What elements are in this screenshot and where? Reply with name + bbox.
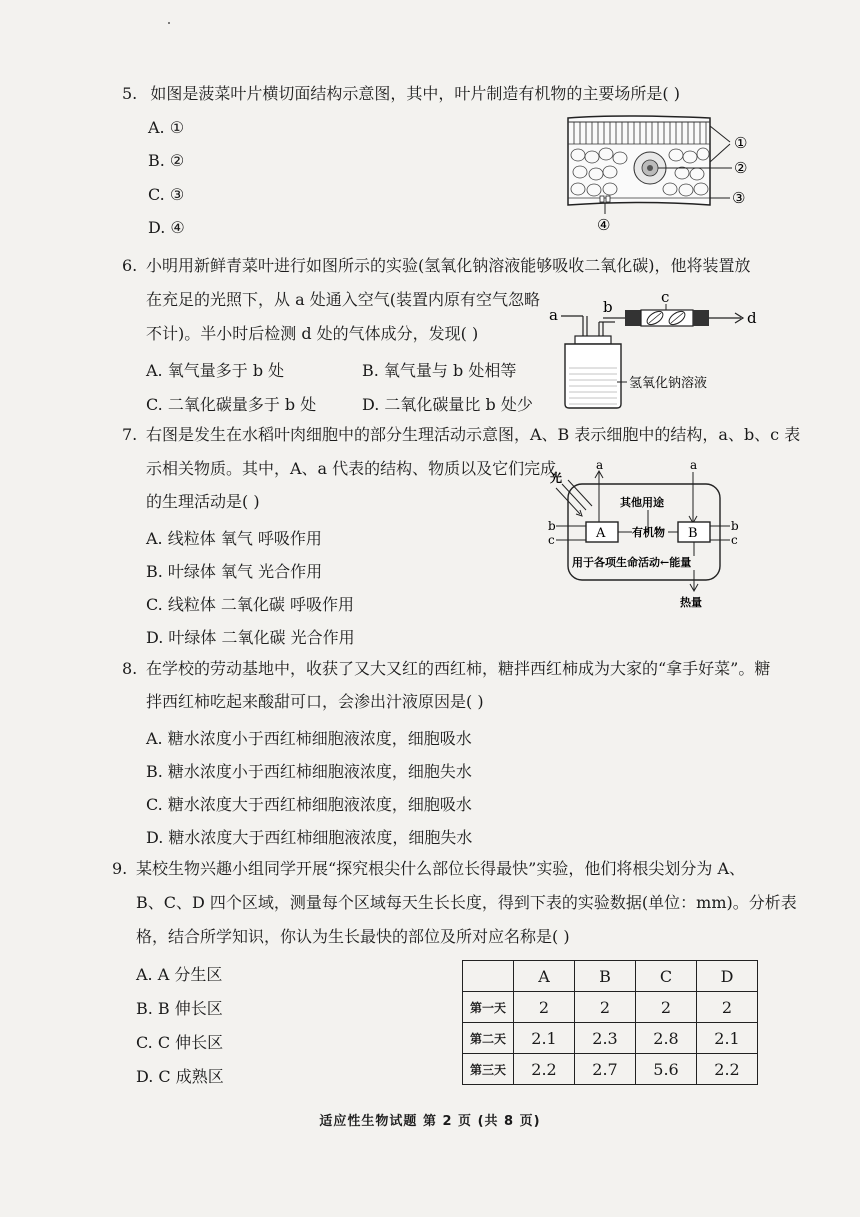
question-9-option-d[interactable]: D. C 成熟区 [136,1067,224,1086]
question-6-option-d[interactable]: D. 二氧化碳量比 b 处少 [362,395,533,414]
question-7-line-3: 的生理活动是( ) [146,492,260,511]
table-cell: 2.2 [514,1054,575,1085]
table-cell: 2.7 [575,1054,636,1085]
question-5-text: 如图是菠菜叶片横切面结构示意图，其中，叶片制造有机物的主要场所是( ) [150,84,680,103]
page-footer: 适应性生物试题 第 2 页 (共 8 页) [319,1114,541,1129]
apparatus-label-b: b [603,298,613,316]
table-cell: 2.2 [697,1054,758,1085]
table-row-header: 第二天 [463,1023,514,1054]
table-header-cell: D [697,961,758,992]
cell-c-in: c [548,533,555,547]
table-header-row [463,961,758,992]
table-row-header: 第一天 [463,992,514,1023]
leaf-cross-section-figure [560,110,760,235]
question-5-number: 5. [122,84,138,103]
question-7-option-c[interactable]: C. 线粒体 二氧化碳 呼吸作用 [146,595,355,614]
question-6-line-3: 不计)。半小时后检测 d 处的气体成分，发现( ) [146,324,479,343]
apparatus-label-a: a [549,306,558,324]
table-cell: 2 [697,992,758,1023]
cell-life-activity-label: 用于各项生命活动←能量 [572,556,692,569]
table-row [463,1023,758,1054]
question-6-option-a[interactable]: A. 氧气量多于 b 处 [146,361,285,380]
table-header-cell: C [636,961,697,992]
leaf-label-4: ④ [597,216,611,234]
question-6-option-c[interactable]: C. 二氧化碳量多于 b 处 [146,395,317,414]
question-7-number: 7. [122,425,138,444]
cell-a-right: a [690,458,698,472]
apparatus-label-c: c [661,288,670,306]
question-8-option-b[interactable]: B. 糖水浓度小于西红柿细胞液浓度，细胞失水 [146,762,472,781]
cell-b-out: b [731,519,739,533]
apparatus-solution-label: 氢氧化钠溶液 [629,376,708,391]
table-header-cell: B [575,961,636,992]
question-9-number: 9. [112,859,128,878]
leaf-label-3: ③ [732,189,746,207]
table-cell: 5.6 [636,1054,697,1085]
question-9-option-b[interactable]: B. B 伸长区 [136,999,223,1018]
question-6-line-2: 在充足的光照下，从 a 处通入空气(装置内原有空气忽略 [146,290,540,309]
table-cell: 2.3 [575,1023,636,1054]
cell-other-use-label: 其他用途 [620,496,664,509]
question-8-number: 8. [122,659,138,678]
table-row [463,992,758,1023]
question-8-option-d[interactable]: D. 糖水浓度大于西红柿细胞液浓度，细胞失水 [146,828,473,847]
apparatus-figure [545,288,770,413]
table-row [463,1054,758,1085]
question-5-option-d[interactable]: D. ④ [148,218,185,237]
question-5-option-b[interactable]: B. ② [148,151,185,170]
question-8-line-2: 拌西红柿吃起来酸甜可口，会渗出汁液原因是( ) [146,692,484,711]
table-cell: 2.1 [514,1023,575,1054]
cell-light-label: 光 [550,471,563,485]
table-cell: 2.1 [697,1023,758,1054]
cell-a-left: a [596,458,604,472]
scan-speck [168,22,170,24]
question-6-line-1: 小明用新鲜青菜叶进行如图所示的实验(氢氧化钠溶液能够吸收二氧化碳)，他将装置放 [146,256,751,275]
cell-b-in: b [548,519,556,533]
leaf-label-1: ① [734,134,748,152]
question-8-option-a[interactable]: A. 糖水浓度小于西红柿细胞液浓度，细胞吸水 [146,729,472,748]
question-7-option-d[interactable]: D. 叶绿体 二氧化碳 光合作用 [146,628,355,647]
question-9-option-a[interactable]: A. A 分生区 [136,965,223,984]
table-cell: 2 [514,992,575,1023]
question-7-option-a[interactable]: A. 线粒体 氧气 呼吸作用 [146,529,322,548]
apparatus-label-d: d [747,309,757,327]
question-8-option-c[interactable]: C. 糖水浓度大于西红柿细胞液浓度，细胞吸水 [146,795,472,814]
question-5-option-c[interactable]: C. ③ [148,185,185,204]
question-9-line-2: B、C、D 四个区域，测量每个区域每天生长长度，得到下表的实验数据(单位：mm)。分析表 [136,893,797,912]
cell-c-out: c [731,533,738,547]
question-6-number: 6. [122,256,138,275]
question-9-line-1: 某校生物兴趣小组同学开展“探究根尖什么部位长得最快”实验，他们将根尖划分为 A、 [136,859,746,878]
cell-process-figure [540,458,740,610]
cell-heat-label: 热量 [680,596,702,609]
question-9-option-c[interactable]: C. C 伸长区 [136,1033,224,1052]
question-5-stem [122,84,680,104]
question-5-option-a[interactable]: A. ① [148,118,185,137]
cell-structure-B: B [688,526,698,541]
question-8-line-1: 在学校的劳动基地中，收获了又大又红的西红柿，糖拌西红柿成为大家的“拿手好菜”。糖 [146,659,771,678]
table-header-cell: A [514,961,575,992]
question-7-option-b[interactable]: B. 叶绿体 氧气 光合作用 [146,562,323,581]
table-cell: 2.8 [636,1023,697,1054]
table-row-header: 第三天 [463,1054,514,1085]
question-6-option-b[interactable]: B. 氧气量与 b 处相等 [362,361,517,380]
cell-organic-label: 有机物 [632,526,665,539]
leaf-label-2: ② [734,159,748,177]
cell-structure-A: A [596,526,606,541]
growth-data-table [462,960,758,1085]
question-9-line-3: 格，结合所学知识，你认为生长最快的部位及所对应名称是( ) [136,927,570,946]
table-cell: 2 [636,992,697,1023]
table-cell: 2 [575,992,636,1023]
table-corner-cell [463,961,514,992]
question-7-line-2: 示相关物质。其中，A、a 代表的结构、物质以及它们完成 [146,459,557,478]
question-7-line-1: 右图是发生在水稻叶肉细胞中的部分生理活动示意图，A、B 表示细胞中的结构，a、b、c 表 [146,425,801,444]
